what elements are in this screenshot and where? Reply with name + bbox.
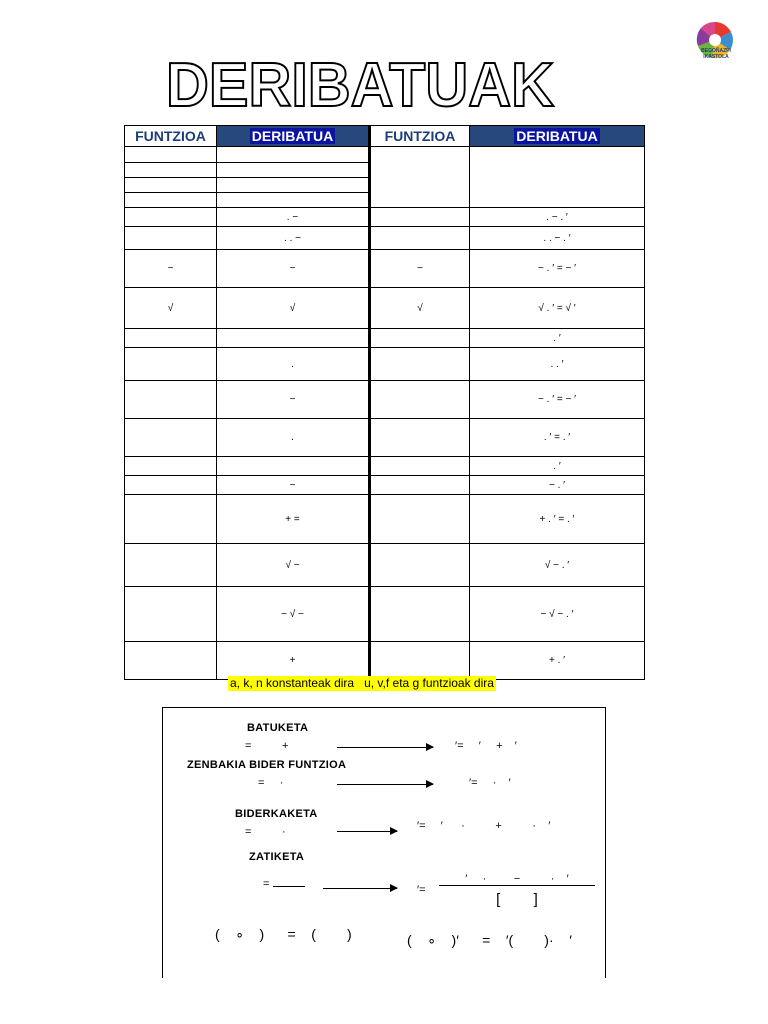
arrow-icon xyxy=(337,747,433,748)
arrow-icon xyxy=(337,784,433,785)
table-row xyxy=(125,381,645,419)
table-row xyxy=(125,544,645,587)
cell xyxy=(370,208,470,227)
arrow-icon xyxy=(323,888,397,889)
cell: − xyxy=(217,381,370,419)
derivation-rules-box xyxy=(162,707,606,978)
table-row xyxy=(125,227,645,250)
header-function-1: FUNTZIOA xyxy=(125,126,217,147)
cell: − . ′ xyxy=(470,476,645,495)
rule-title-biderkaketa: BIDERKAKETA xyxy=(235,808,318,820)
cell: − . ′ = − ′ xyxy=(470,381,645,419)
arrow-icon xyxy=(337,831,397,832)
cell xyxy=(370,457,470,476)
cell xyxy=(370,419,470,457)
cell xyxy=(370,476,470,495)
table-row xyxy=(125,476,645,495)
cell xyxy=(370,495,470,544)
page-title xyxy=(160,54,560,114)
cell: . xyxy=(217,348,370,381)
table-row xyxy=(125,208,645,227)
table-row xyxy=(125,250,645,288)
cell xyxy=(125,381,217,419)
cell: . . − . ′ xyxy=(470,227,645,250)
cell xyxy=(370,227,470,250)
cell: . . ′ xyxy=(470,348,645,381)
rule-title-zenbakia: ZENBAKIA BIDER FUNTZIOA xyxy=(187,759,347,771)
rule-batuketa-function: = + xyxy=(245,740,289,752)
rule-title-zatiketa: ZATIKETA xyxy=(249,851,305,863)
table-header-row xyxy=(125,126,645,147)
cell xyxy=(217,163,370,178)
rule-chain-derivative: ( ∘ )′ = ′( )· ′ xyxy=(407,932,572,948)
cell xyxy=(125,544,217,587)
cell xyxy=(125,208,217,227)
rule-zatiketa-numerator: ′ · − · ′ xyxy=(439,873,595,886)
rule-biderkaketa-derivative: ′= ′ · + · ′ xyxy=(417,820,551,832)
constants-note: a, k, n konstanteak dira u, v,f eta g funtzioak dira xyxy=(230,676,494,690)
cell: + . ′ = . ′ xyxy=(470,495,645,544)
cell: − . ′ = − ′ xyxy=(470,250,645,288)
cell: − √ − xyxy=(217,587,370,642)
cell: . xyxy=(217,419,370,457)
table-row xyxy=(125,642,645,680)
cell: √ . ′ = √ ′ xyxy=(470,288,645,329)
rule-zatiketa-denominator: [ ] xyxy=(496,891,538,908)
table-row xyxy=(125,587,645,642)
cell-merged xyxy=(370,147,470,208)
cell: √ − xyxy=(217,544,370,587)
cell xyxy=(125,495,217,544)
cell xyxy=(125,476,217,495)
cell: . ′ xyxy=(470,457,645,476)
cell xyxy=(125,348,217,381)
cell: . ′ xyxy=(470,329,645,348)
cell xyxy=(370,587,470,642)
header-derivative-2: DERIBATUA xyxy=(470,126,645,147)
cell xyxy=(125,642,217,680)
cell xyxy=(217,178,370,193)
cell: − xyxy=(125,250,217,288)
cell xyxy=(217,193,370,208)
cell: . ′ = . ′ xyxy=(470,419,645,457)
cell: √ xyxy=(125,288,217,329)
cell: √ xyxy=(370,288,470,329)
rule-biderkaketa-function: = · xyxy=(245,826,286,838)
cell: − √ − . ′ xyxy=(470,587,645,642)
cell xyxy=(125,193,217,208)
derivative-table xyxy=(124,125,645,680)
header-function-2: FUNTZIOA xyxy=(370,126,470,147)
rule-zenbakia-derivative: ′= · ′ xyxy=(469,777,511,789)
cell xyxy=(370,544,470,587)
cell: . . − xyxy=(217,227,370,250)
cell: − xyxy=(217,250,370,288)
table-row xyxy=(125,288,645,329)
cell: − xyxy=(217,476,370,495)
cell xyxy=(125,178,217,193)
cell-merged xyxy=(470,147,645,208)
rule-zenbakia-function: = · xyxy=(258,777,284,789)
rule-batuketa-derivative: ′= ′ + ′ xyxy=(455,740,517,752)
cell: √ − . ′ xyxy=(470,544,645,587)
cell xyxy=(370,642,470,680)
cell xyxy=(217,457,370,476)
cell: + xyxy=(217,642,370,680)
cell xyxy=(370,329,470,348)
table-row xyxy=(125,329,645,348)
cell: + = xyxy=(217,495,370,544)
cell: . − xyxy=(217,208,370,227)
title-text: DERIBATUAK xyxy=(166,54,555,114)
table-row xyxy=(125,495,645,544)
cell: √ xyxy=(217,288,370,329)
header-derivative-1: DERIBATUA xyxy=(217,126,370,147)
table-row xyxy=(125,348,645,381)
cell xyxy=(125,587,217,642)
cell xyxy=(125,457,217,476)
table-row xyxy=(125,419,645,457)
cell: − xyxy=(370,250,470,288)
rule-title-batuketa: BATUKETA xyxy=(247,722,309,734)
table-row xyxy=(125,147,645,163)
table-row xyxy=(125,457,645,476)
cell: . − . ′ xyxy=(470,208,645,227)
rule-chain-function: ( ∘ ) = ( ) xyxy=(215,926,352,942)
cell xyxy=(370,381,470,419)
cell xyxy=(125,147,217,163)
cell xyxy=(125,329,217,348)
cell xyxy=(125,419,217,457)
cell xyxy=(125,163,217,178)
logo-text: BEGOÑAZPI IKASTOLA xyxy=(701,48,731,60)
cell xyxy=(217,147,370,163)
cell xyxy=(125,227,217,250)
cell: + . ′ xyxy=(470,642,645,680)
cell xyxy=(370,348,470,381)
cell xyxy=(217,329,370,348)
rule-zatiketa-function: = xyxy=(263,878,305,890)
rule-zatiketa-equals: ′= xyxy=(417,884,426,896)
